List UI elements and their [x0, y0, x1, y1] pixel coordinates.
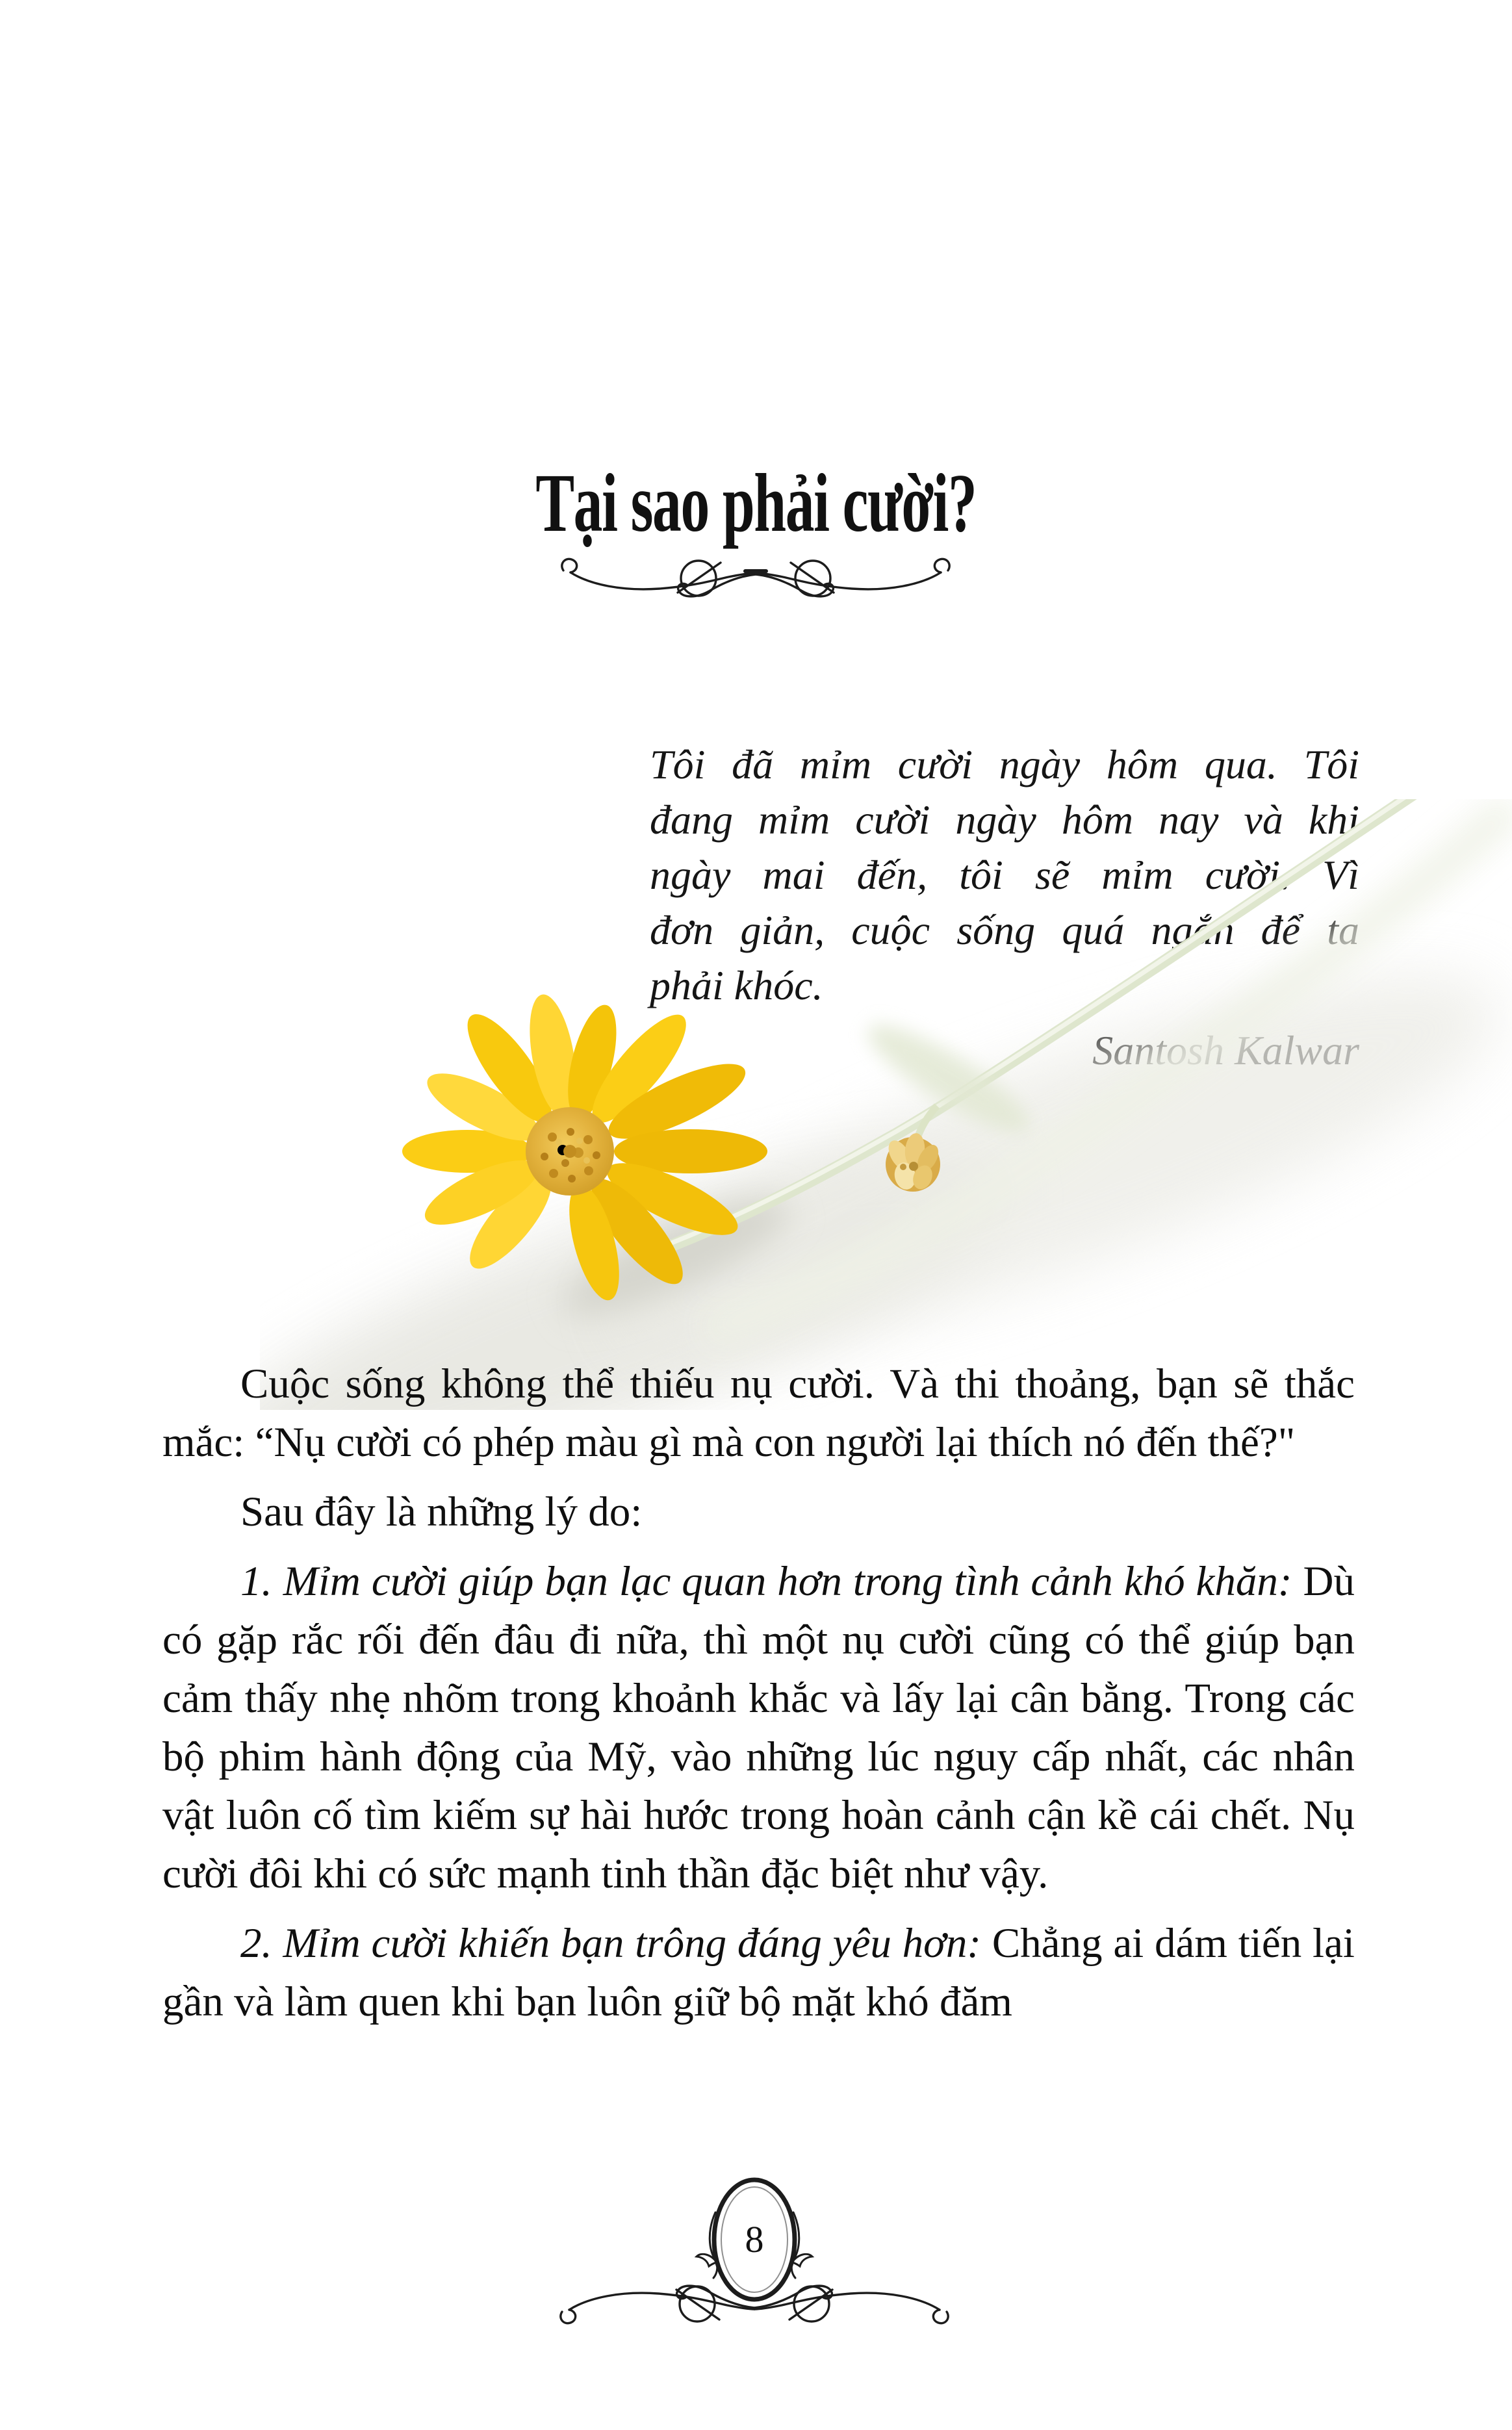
- page-title: [0, 451, 1512, 555]
- quote-line: đơn giản, cuộc sống quá ngắn để ta: [650, 907, 1359, 953]
- body-paragraph: [162, 1552, 1355, 1903]
- daisy-disk: [526, 1107, 614, 1196]
- quote-line: Tôi đã mỉm cười ngày hôm qua. Tôi: [650, 741, 1359, 787]
- paragraph-text: Cuộc sống không thể thiếu nụ cười. Và thi thoảng, bạn sẽ thắc mắc: “Nụ cười có phép màu gì mà con người lại thích nó đến thế?": [162, 1361, 1355, 1466]
- page-title-text: Tại sao phải cười?: [535, 457, 977, 549]
- daisy-photo: [260, 799, 1512, 1410]
- body-text: [162, 1355, 1355, 2031]
- quote-line: phải khóc.: [650, 962, 823, 1008]
- paragraph-lead-italic: 2. Mỉm cười khiến bạn trông đáng yêu hơn:: [240, 1920, 982, 1967]
- body-paragraph: [162, 1914, 1355, 2031]
- body-paragraph: [162, 1355, 1355, 1472]
- title-divider-flourish-ornament: [554, 550, 957, 599]
- paragraph-text: Sau đây là những lý do:: [240, 1489, 643, 1535]
- paragraph-lead-italic: 1. Mỉm cười giúp bạn lạc quan hơn trong tình cảnh khó khăn:: [240, 1558, 1292, 1605]
- quote-line: ngày mai đến, tôi sẽ mỉm cười. Vì: [650, 852, 1359, 898]
- footer-ornament: [553, 2177, 956, 2372]
- paragraph-text: Dù có gặp rắc rối đến đâu đi nữa, thì một nụ cười cũng có thể giúp bạn cảm thấy nhẹ nhõm trong khoảnh khắc và lấy lại cân bằng. Trong các bộ phim hành động của Mỹ, vào những lúc nguy cấp nhất, các nhân vật luôn cố tìm kiếm sự hài hước trong hoàn cảnh cận kề cái chết. Nụ cười đôi khi có sức mạnh tinh thần đặc biệt như vậy.: [162, 1558, 1355, 1897]
- page-number: 8: [745, 2218, 764, 2260]
- body-paragraph: [162, 1483, 1355, 1541]
- quote-line: đang mỉm cười ngày hôm nay và khi: [650, 797, 1359, 843]
- paragraph-text: Chẳng ai dám tiến lại gần và làm quen khi bạn luôn giữ bộ mặt khó đăm: [162, 1920, 1355, 2025]
